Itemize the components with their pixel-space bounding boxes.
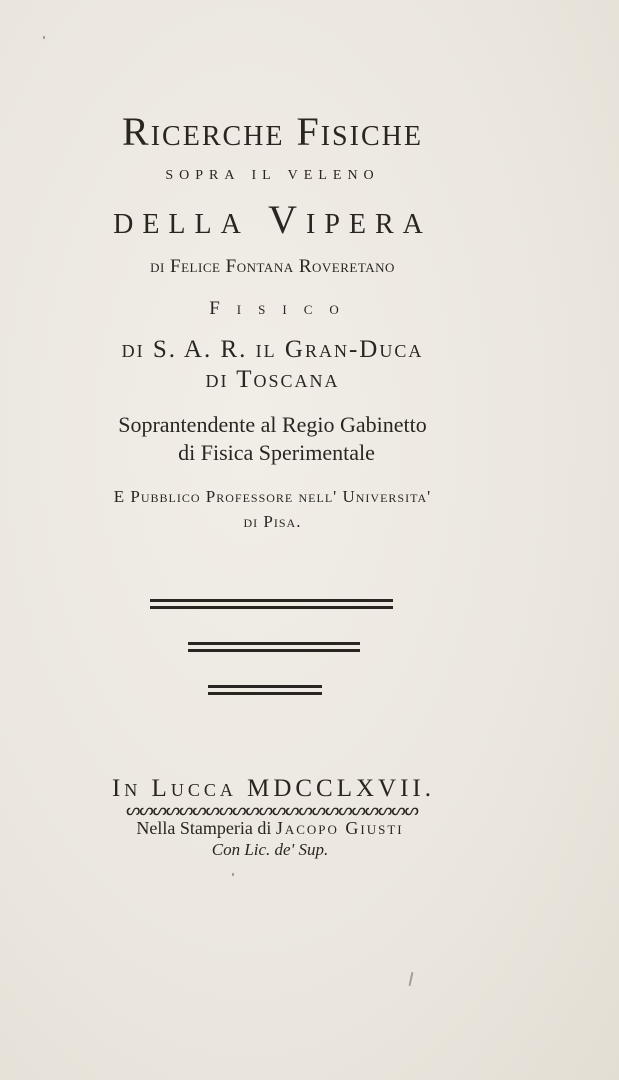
office-line-1: Soprantendente al Regio Gabinetto <box>118 412 427 437</box>
ornament-border: ᔕᔕᔕᔕᔕᔕᔕᔕᔕᔕᔕᔕᔕᔕᔕᔕᔕᔕᔕᔕᔕᔕ <box>126 802 418 819</box>
printer-line <box>0 818 540 839</box>
paper-speck <box>232 873 234 876</box>
book-title-line-3: della Vipera <box>113 197 432 242</box>
author-line: di Felice Fontana Roveretano <box>150 256 395 277</box>
printer-name: Jacopo Giusti <box>275 818 404 838</box>
book-title-line-2: sopra il veleno <box>165 162 380 184</box>
office-line-2: di Fisica Sperimentale <box>178 440 375 465</box>
double-rule-short <box>208 685 322 695</box>
university-line: di Pisa. <box>243 512 302 531</box>
double-rule-medium <box>188 642 360 652</box>
imprint-place-date: In Lucca MDCCLXVII. <box>111 775 436 802</box>
paper-speck <box>43 36 45 39</box>
patron-line-2: di Toscana <box>205 366 340 393</box>
book-title-line-1: Ricerche Fisiche <box>122 109 423 154</box>
licence-line: Con Lic. de' Sup. <box>211 840 329 859</box>
role-line: Fisico <box>209 298 356 319</box>
paper-speck <box>409 972 414 986</box>
professor-line: E Pubblico Professore nell' Universita' <box>113 487 432 506</box>
double-rule-long <box>150 599 393 609</box>
patron-line-1: di S. A. R. il Gran-Duca <box>121 336 424 363</box>
printer-prefix: Nella Stamperia di <box>136 818 276 838</box>
